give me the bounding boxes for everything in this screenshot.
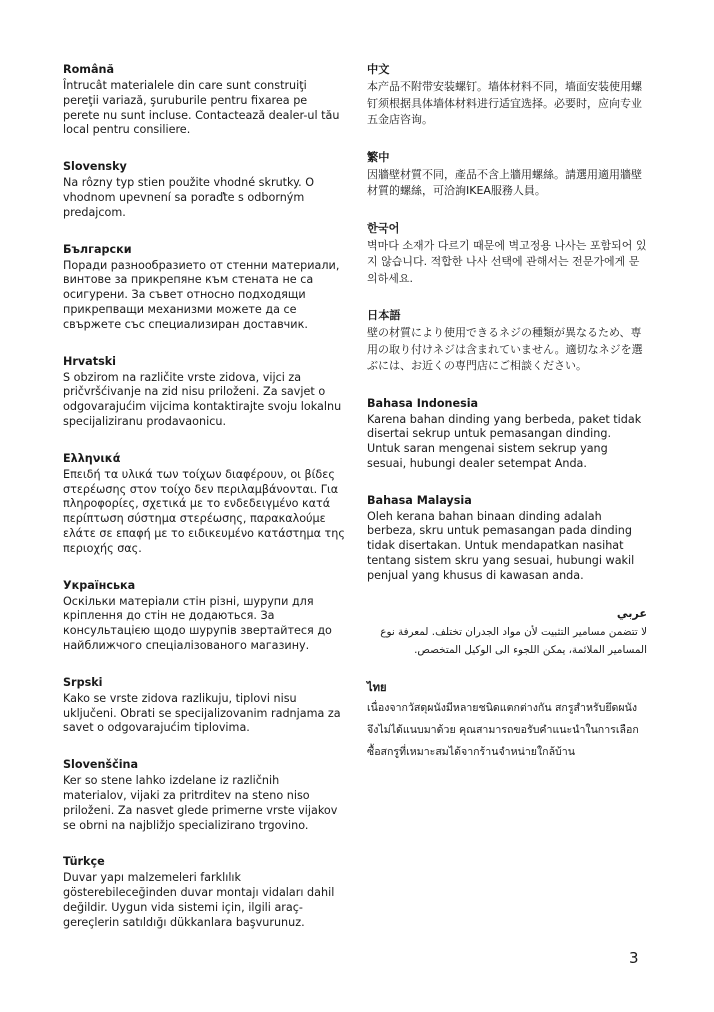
section-heading: Türkçe bbox=[63, 855, 105, 869]
section-bahasa-indonesia bbox=[367, 396, 647, 472]
section-thai bbox=[367, 680, 647, 763]
section-bahasa-malaysia bbox=[367, 493, 647, 584]
section-slovensky bbox=[63, 159, 345, 220]
section-fanzhong bbox=[367, 150, 647, 200]
section-heading: Ελληνικά bbox=[63, 451, 121, 465]
section-heading: Slovensky bbox=[63, 160, 127, 174]
section-text: Поради разнообразието от стенни материали, винтове за прикрепяне към стената не са осигурени. За съвет относно подходящи прикрепващи механизми можете да се свържете със специализиран доставчик. bbox=[63, 258, 340, 331]
section-hrvatski bbox=[63, 354, 345, 430]
section-heading: Bahasa Malaysia bbox=[367, 493, 472, 507]
section-zhongwen bbox=[367, 62, 647, 129]
section-text: S obzirom na različite vrste zidova, vijci za pričvršćivanje na zid nisu priloženi. Za savjet o odgovarajućim vijcima kontaktirajte svoju lokalnu specijaliziranu prodavaonicu. bbox=[63, 370, 342, 428]
section-turkce bbox=[63, 854, 345, 930]
section-arabi bbox=[367, 606, 647, 659]
page-number: 3 bbox=[629, 949, 639, 967]
section-bulgarski bbox=[63, 242, 345, 333]
section-text: Επειδή τα υλικά των τοίχων διαφέρουν, οι βίδες στερέωσης στον τοίχο δεν περιλαμβάνονται. Για πληροφορίες, σχετικά με το ενδεδειγμένο κατά περίπτωση σύστημα στερέωσης, παρακαλούμε ελάτε σε επαφή με το ειδικευμένο κατάστημα της περιοχής σας. bbox=[63, 467, 345, 555]
section-slovenscina bbox=[63, 757, 345, 833]
section-text: Kako se vrste zidova razlikuju, tiplovi nisu uključeni. Obrati se specijalizovanim radnjama za savet o odgovarajućim tiplovima. bbox=[63, 691, 341, 735]
section-text: Na rôzny typ stien použite vhodné skrutky. O vhodnom upevnení sa poraďte s odborným predajcom. bbox=[63, 176, 315, 219]
section-text: 벽마다 소재가 다르기 때문에 벽고정용 나사는 포함되어 있지 않습니다. 적합한 나사 선택에 관해서는 전문가에게 문의하세요. bbox=[367, 238, 647, 285]
section-text: Întrucât materialele din care sunt construiţi pereţii variază, şuruburile pentru fixarea pe perete nu sunt incluse. Contactează dealer-ul tău local pentru consiliere. bbox=[63, 79, 340, 137]
section-heading: عربي bbox=[616, 606, 647, 620]
section-heading: Srpski bbox=[63, 675, 103, 689]
right-column bbox=[367, 62, 647, 784]
left-column bbox=[63, 62, 345, 951]
section-text: 因牆壁材質不同，產品不含上牆用螺絲。請選用適用牆壁材質的螺絲，可洽詢IKEA服務人員。 bbox=[367, 167, 642, 197]
section-heading: 中文 bbox=[367, 63, 390, 76]
section-srpski bbox=[63, 675, 345, 736]
section-heading: Українська bbox=[63, 578, 136, 592]
section-heading: 日本語 bbox=[367, 309, 401, 322]
section-romana bbox=[63, 62, 345, 138]
section-heading: Български bbox=[63, 242, 132, 256]
section-text: Duvar yapı malzemeleri farklılık gösterebileceğinden duvar montajı vidaları dahil değildir. Uygun vida sistemi için, ilgili araç-gereçlerin satıldığı dükkanlara başvurunuz. bbox=[63, 871, 335, 929]
section-text: لا تتضمن مسامير التثبيت لأن مواد الجدران تختلف. لمعرفة نوع المسامير الملائمة، يمكن اللجوء الى الوكيل المتخصص. bbox=[380, 625, 647, 656]
section-text: 壁の材質により使用できるネジの種類が異なるため、専用の取り付けネジは含まれていません。適切なネジを選ぶには、お近くの専門店にご相談ください。 bbox=[367, 326, 643, 372]
section-heading: Slovenščina bbox=[63, 758, 139, 772]
section-nihongo bbox=[367, 308, 647, 375]
section-hangugeo bbox=[367, 221, 647, 288]
section-heading: 繁中 bbox=[367, 150, 390, 164]
section-heading: 한국어 bbox=[367, 221, 400, 235]
section-ukrainska bbox=[63, 578, 345, 654]
section-heading: Hrvatski bbox=[63, 354, 117, 368]
section-text: Оскільки матеріали стін різні, шурупи для кріплення до стін не додаються. За консультацією щодо шурупів звертайтеся до найближчого спеціалізованого магазину. bbox=[63, 594, 332, 652]
section-text: Karena bahan dinding yang berbeda, paket tidak disertai sekrup untuk pemasangan dinding. Untuk saran mengenai sistem sekrup yang sesuai, hubungi dealer setempat Anda. bbox=[367, 412, 642, 470]
section-text: Ker so stene lahko izdelane iz različnih materialov, vijaki za pritrditev na steno niso priloženi. Za nasvet glede primerne vrste vijakov se obrni na najbližjo specializirano trgovino. bbox=[63, 774, 338, 832]
section-heading: Bahasa Indonesia bbox=[367, 396, 479, 410]
section-ellinika bbox=[63, 451, 345, 557]
section-text: 本产品不附带安装螺钉。墙体材料不同，墙面安装使用螺钉须根据具体墙体材料进行适宜选择。必要时，应向专业五金店咨询。 bbox=[367, 80, 642, 126]
section-heading: ไทย bbox=[367, 680, 387, 694]
section-heading: Română bbox=[63, 63, 115, 76]
section-text: เนื่องจากวัสดุผนังมีหลายชนิดแตกต่างกัน สกรูสำหรับยึดผนังจึงไม่ได้แนบมาด้วย คุณสามารถขอรับคำแนะนำในการเลือกซื้อสกรูที่เหมาะสมได้จากร้านจำหน่ายใกล้บ้าน bbox=[367, 701, 639, 758]
section-text: Oleh kerana bahan binaan dinding adalah berbeza, skru untuk pemasangan pada dinding tidak disertakan. Untuk mendapatkan nasihat tentang sistem skru yang sesuai, hubungi wakil penjual yang khusus di kawasan anda. bbox=[367, 509, 635, 582]
